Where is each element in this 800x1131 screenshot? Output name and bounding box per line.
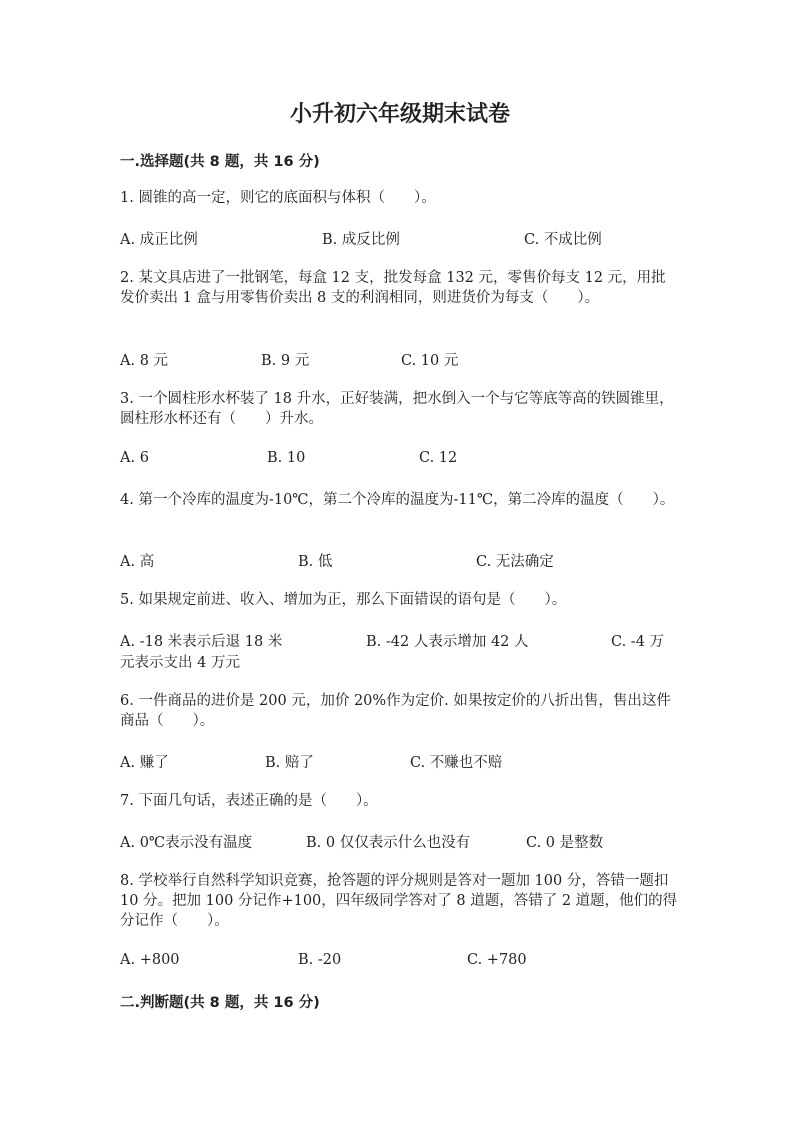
option-4a: A. 高 (120, 554, 155, 570)
option-7c: C. 0 是整数 (526, 835, 604, 851)
option-5b: B. -42 人表示增加 42 人 (366, 634, 529, 650)
option-7a: A. 0℃表示没有温度 (120, 835, 253, 851)
option-6b: B. 赔了 (265, 755, 314, 771)
option-5a: A. -18 米表示后退 18 米 (120, 634, 283, 650)
option-8a: A. +800 (120, 952, 180, 968)
option-8b: B. -20 (298, 952, 342, 968)
question-5: 5. 如果规定前进、收入、增加为正，那么下面错误的语句是（ ）。 (120, 592, 567, 608)
option-4b: B. 低 (298, 554, 333, 570)
question-6: 6. 一件商品的进价是 200 元，加价 20%作为定价. 如果按定价的八折出售，售出这件商品（ ）。 (120, 693, 671, 729)
option-4c: C. 无法确定 (476, 554, 554, 570)
question-7: 7. 下面几句话，表述正确的是（ ）。 (120, 793, 378, 809)
option-7b: B. 0 仅仅表示什么也没有 (306, 835, 471, 851)
option-6c: C. 不赚也不赔 (410, 755, 503, 771)
option-1c: C. 不成比例 (524, 232, 602, 248)
option-1b: B. 成反比例 (322, 232, 400, 248)
question-4: 4. 第一个冷库的温度为-10℃，第二个冷库的温度为-11℃，第二冷库的温度（ ）。 (120, 492, 675, 508)
option-3a: A. 6 (120, 450, 149, 466)
option-5c-continued: 元表示支出 4 万元 (120, 655, 240, 671)
section-heading-judgment: 二.判断题(共 8 题，共 16 分) (120, 995, 320, 1011)
question-8: 8. 学校举行自然科学知识竞赛，抢答题的评分规则是答对一题加 100 分，答错一题扣 10 分。把加 100 分记作+100，四年级同学答对了 8 道题，答错了 2 道题，他们的得分记作（ ）。 (120, 873, 678, 929)
option-3b: B. 10 (267, 450, 306, 466)
option-2b: B. 9 元 (261, 353, 310, 369)
option-2c: C. 10 元 (401, 353, 459, 369)
option-2a: A. 8 元 (120, 353, 169, 369)
question-1: 1. 圆锥的高一定，则它的底面积与体积（ ）。 (120, 190, 436, 206)
section-heading-choice: 一.选择题(共 8 题，共 16 分) (120, 154, 320, 170)
question-3: 3. 一个圆柱形水杯装了 18 升水，正好装满，把水倒入一个与它等底等高的铁圆锥里，圆柱形水杯还有（ ）升水。 (120, 391, 674, 427)
option-3c: C. 12 (419, 450, 458, 466)
page-title: 小升初六年级期末试卷 (289, 102, 510, 127)
option-5c: C. -4 万 (611, 634, 665, 650)
option-8c: C. +780 (467, 952, 527, 968)
option-1a: A. 成正比例 (120, 232, 198, 248)
question-2: 2. 某文具店进了一批钢笔，每盒 12 支，批发每盒 132 元，零售价每支 12 元，用批发价卖出 1 盒与用零售价卖出 8 支的利润相同，则进货价为每支（ ）。 (120, 270, 666, 306)
option-6a: A. 赚了 (120, 755, 169, 771)
